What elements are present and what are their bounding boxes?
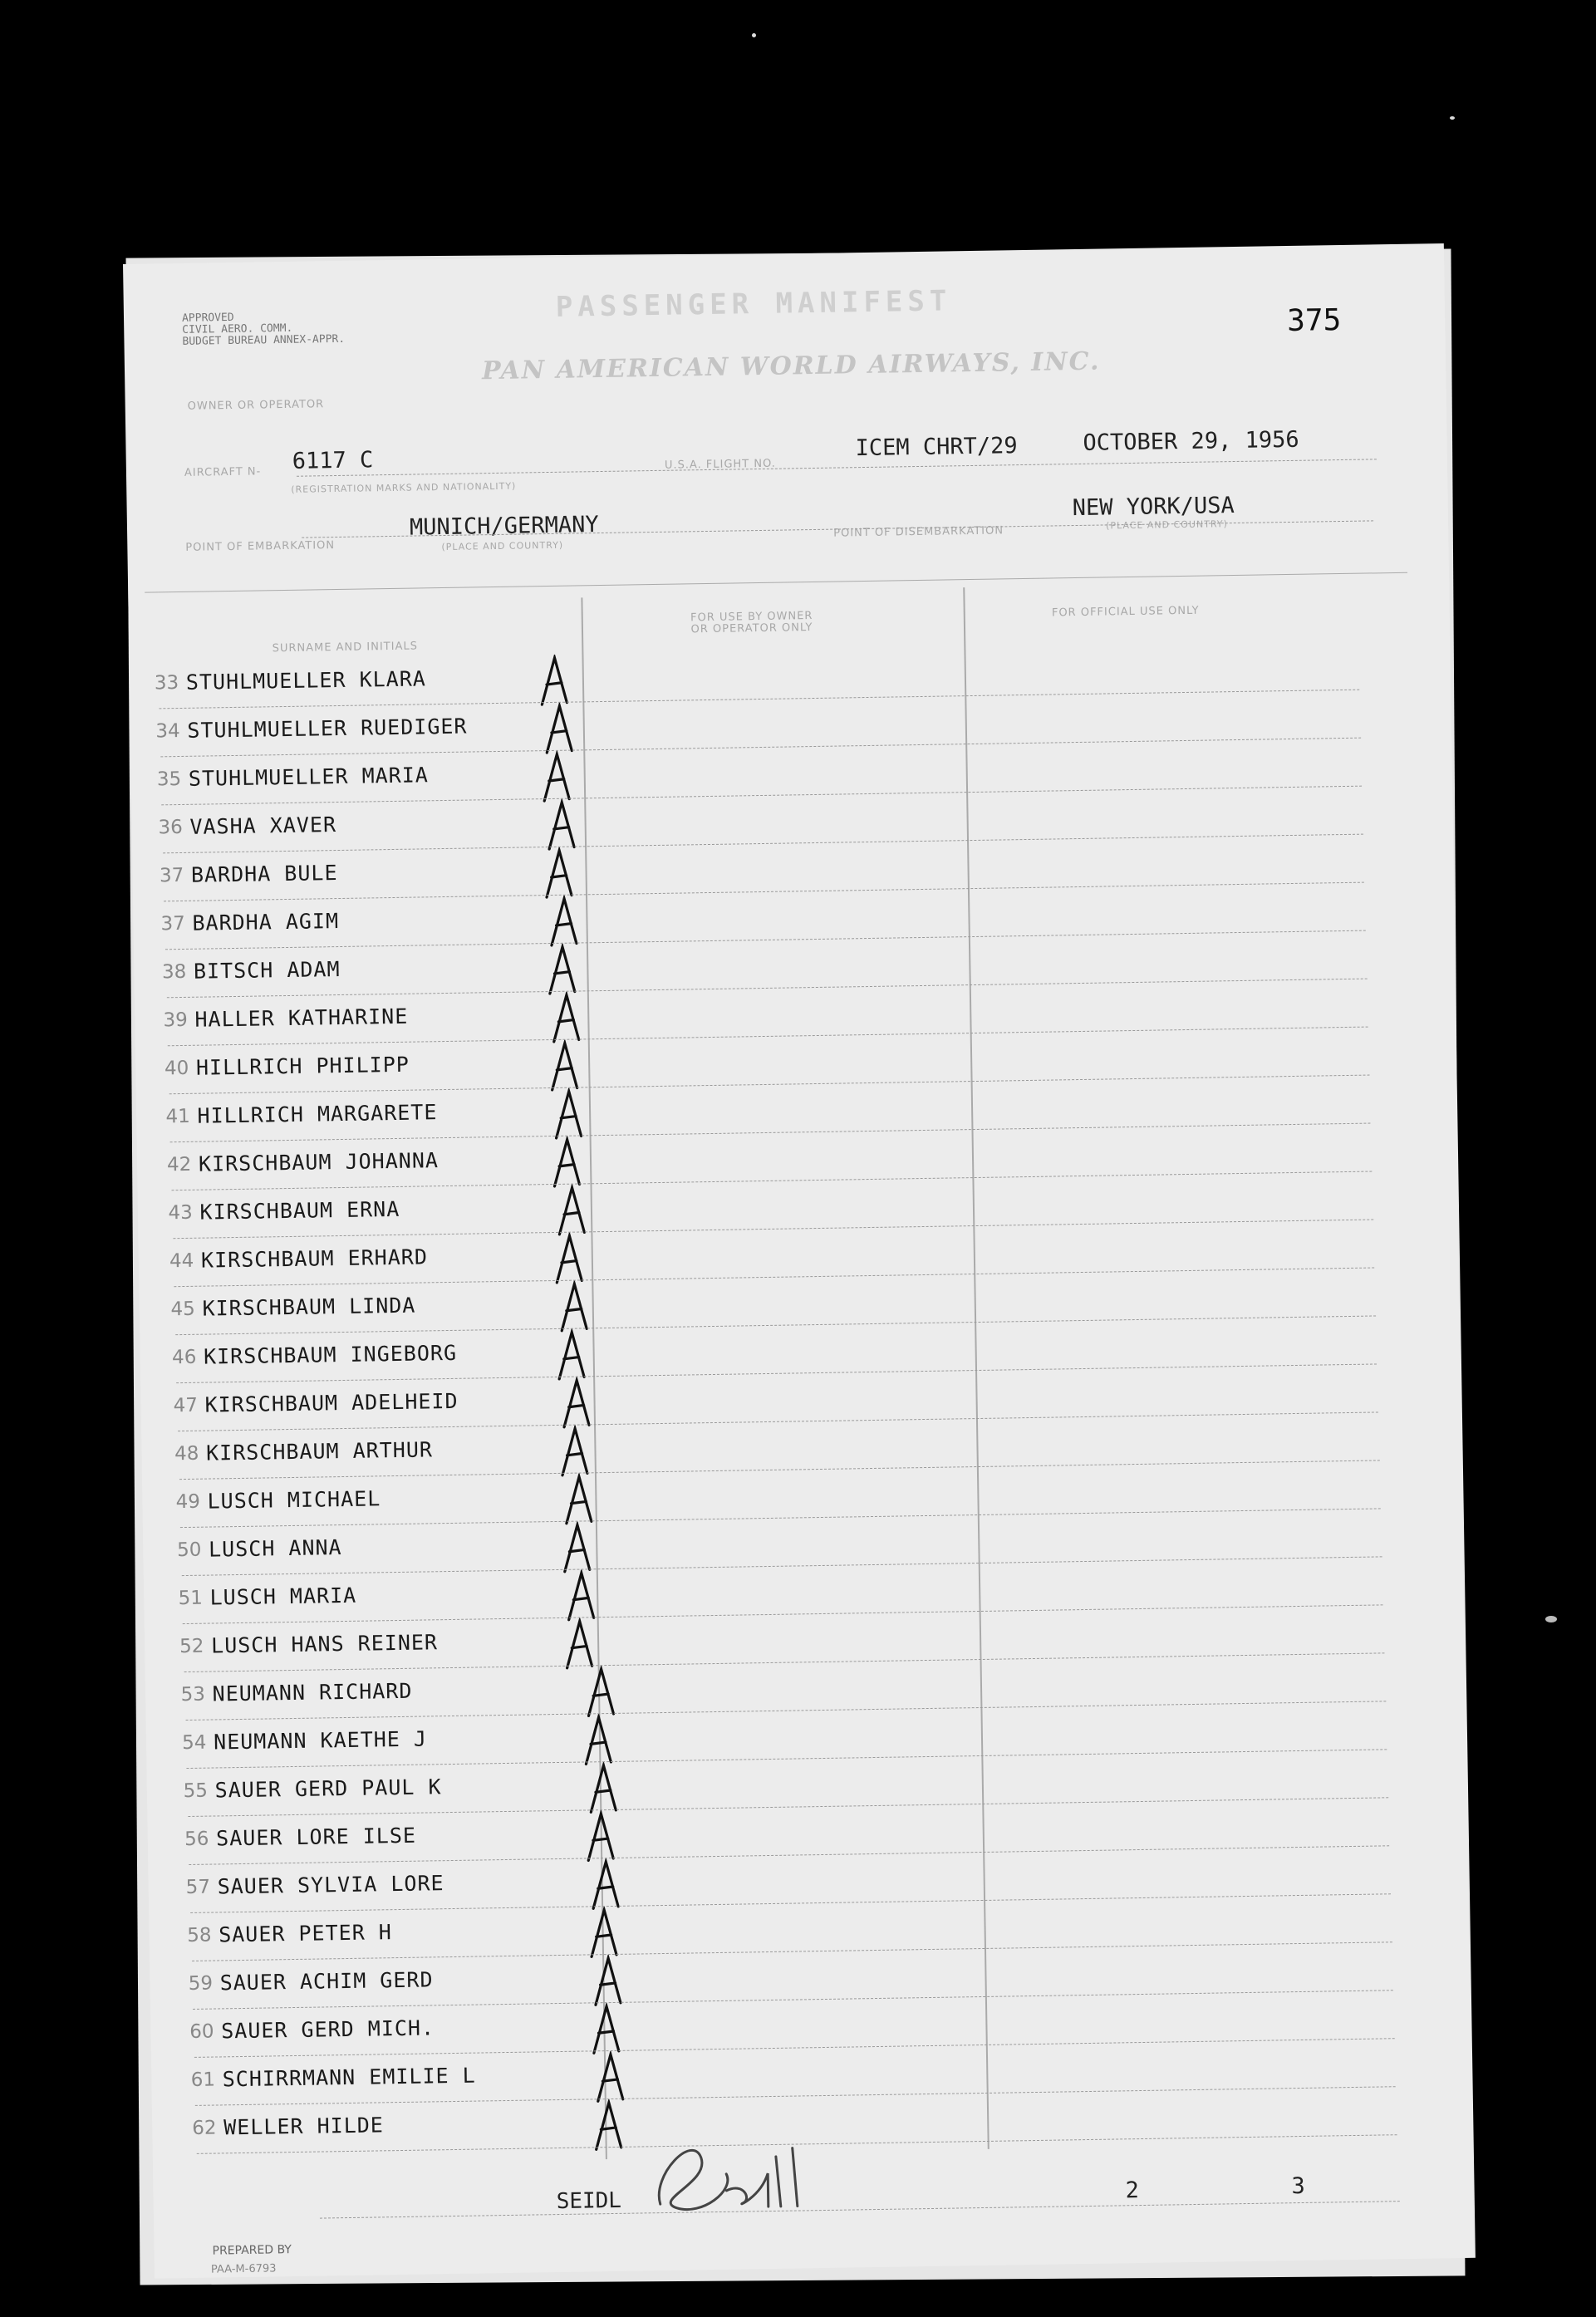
embarkation-value: MUNICH/GERMANY xyxy=(409,512,599,541)
row-number: 33 xyxy=(154,672,179,695)
handwritten-a-icon xyxy=(554,1328,593,1381)
passenger-name: BITSCH ADAM xyxy=(193,956,341,984)
col-official-header: FOR OFFICIAL USE ONLY xyxy=(1051,604,1200,620)
row-number: 36 xyxy=(158,816,183,839)
passenger-name: KIRSCHBAUM LINDA xyxy=(202,1293,416,1321)
handwritten-a-icon xyxy=(548,991,587,1043)
handwritten-mark xyxy=(546,895,585,944)
handwritten-mark xyxy=(536,655,575,704)
disembarkation-value: NEW YORK/USA xyxy=(1072,493,1235,522)
page-index: 2 xyxy=(1125,2177,1140,2204)
row-number: 53 xyxy=(180,1683,206,1706)
row-number: 46 xyxy=(171,1346,197,1369)
handwritten-a-icon xyxy=(586,1907,625,1959)
handwritten-a-icon xyxy=(585,1762,624,1814)
passenger-name: STUHLMUELLER KLARA xyxy=(185,666,427,695)
row-number: 35 xyxy=(156,768,182,791)
row-number: 62 xyxy=(192,2117,217,2139)
handwritten-mark xyxy=(551,1087,590,1136)
passenger-name: SAUER GERD MICH. xyxy=(220,2015,435,2044)
place-label-1: (PLACE AND COUNTRY) xyxy=(441,539,564,553)
handwritten-mark xyxy=(591,2099,630,2148)
film-speck xyxy=(1545,1616,1557,1622)
handwritten-a-icon xyxy=(556,1280,595,1333)
passenger-name: SAUER GERD PAUL K xyxy=(214,1775,442,1803)
row-number: 59 xyxy=(188,1972,214,1995)
handwritten-mark xyxy=(554,1328,593,1377)
passenger-name: LUSCH MICHAEL xyxy=(207,1486,381,1514)
handwritten-a-icon xyxy=(559,1521,598,1573)
passenger-name: KIRSCHBAUM JOHANNA xyxy=(198,1148,440,1176)
row-number: 50 xyxy=(176,1539,202,1562)
row-number: 57 xyxy=(185,1876,211,1899)
handwritten-mark xyxy=(583,1810,622,1859)
handwritten-mark xyxy=(549,1136,588,1185)
passenger-name: VASHA XAVER xyxy=(189,812,337,839)
passenger-name: KIRSCHBAUM ARTHUR xyxy=(205,1437,434,1465)
col-owner-header: FOR USE BY OWNER OR OPERATOR ONLY xyxy=(690,610,813,636)
handwritten-a-icon xyxy=(558,1377,597,1429)
passenger-name: NEUMANN KAETHE J xyxy=(213,1726,428,1755)
handwritten-mark xyxy=(548,991,587,1040)
handwritten-a-icon xyxy=(588,2003,627,2055)
handwritten-mark xyxy=(543,798,582,847)
handwritten-a-icon xyxy=(587,1858,626,1911)
handwritten-mark xyxy=(559,1521,598,1570)
row-number: 55 xyxy=(183,1779,209,1803)
handwritten-mark xyxy=(538,750,577,799)
passenger-name: KIRSCHBAUM ADELHEID xyxy=(204,1388,459,1417)
passenger-name: SAUER SYLVIA LORE xyxy=(217,1871,444,1899)
row-number: 51 xyxy=(178,1587,204,1610)
film-speck xyxy=(1450,116,1455,120)
row-number: 38 xyxy=(161,960,187,984)
handwritten-mark xyxy=(541,847,580,896)
flight-value: ICEM CHRT/29 xyxy=(855,433,1018,462)
passenger-name: LUSCH ANNA xyxy=(208,1535,342,1562)
handwritten-a-icon xyxy=(549,1136,588,1188)
passenger-name: HALLER KATHARINE xyxy=(194,1004,409,1032)
passenger-name: SAUER LORE ILSE xyxy=(215,1823,417,1851)
row-number: 56 xyxy=(184,1828,209,1851)
registration-label: (REGISTRATION MARKS AND NATIONALITY) xyxy=(291,480,517,495)
embarkation-label: POINT OF EMBARKATION xyxy=(185,539,336,554)
row-number: 60 xyxy=(189,2020,214,2044)
handwritten-mark xyxy=(590,1955,629,2004)
passenger-name: KIRSCHBAUM ERHARD xyxy=(200,1244,429,1273)
handwritten-a-icon xyxy=(591,2099,630,2152)
col-surname-header: SURNAME AND INITIALS xyxy=(272,640,419,655)
passenger-name: STUHLMUELLER MARIA xyxy=(188,763,430,791)
passenger-name: HILLRICH PHILIPP xyxy=(195,1052,410,1080)
handwritten-mark xyxy=(558,1377,597,1426)
handwritten-mark xyxy=(553,1184,592,1233)
handwritten-a-icon xyxy=(583,1810,622,1863)
passenger-name: BARDHA AGIM xyxy=(192,909,340,935)
page-number: 375 xyxy=(1286,302,1342,338)
header-divider xyxy=(145,572,1407,593)
row-number: 54 xyxy=(181,1731,207,1755)
handwritten-a-icon xyxy=(546,895,585,947)
handwritten-mark xyxy=(587,1858,626,1907)
row-number: 37 xyxy=(159,864,184,887)
handwritten-a-icon xyxy=(552,1232,591,1284)
handwritten-mark xyxy=(541,702,580,751)
row-number: 49 xyxy=(175,1490,201,1514)
flight-underline xyxy=(297,459,1377,476)
footer-underline xyxy=(320,2201,1400,2218)
passenger-name: KIRSCHBAUM ERNA xyxy=(199,1196,400,1225)
row-number: 40 xyxy=(164,1057,189,1080)
passenger-name: HILLRICH MARGARETE xyxy=(197,1100,438,1128)
aircraft-value: 6117 C xyxy=(292,447,374,474)
row-number: 43 xyxy=(168,1201,194,1225)
handwritten-mark xyxy=(563,1569,602,1618)
handwritten-a-icon xyxy=(551,1087,590,1140)
handwritten-mark xyxy=(592,2051,631,2100)
row-number: 61 xyxy=(190,2069,216,2091)
disembarkation-label: POINT OF DISEMBARKATION xyxy=(833,524,1004,540)
handwritten-mark xyxy=(588,2003,627,2052)
handwritten-a-icon xyxy=(541,702,580,754)
handwritten-mark xyxy=(557,1425,596,1474)
date-value: OCTOBER 29, 1956 xyxy=(1083,426,1299,456)
handwritten-mark xyxy=(552,1232,591,1281)
passenger-name: WELLER HILDE xyxy=(223,2113,385,2140)
row-number: 44 xyxy=(169,1249,194,1273)
passenger-name: KIRSCHBAUM INGEBORG xyxy=(203,1340,458,1369)
handwritten-a-icon xyxy=(562,1617,601,1670)
handwritten-mark xyxy=(585,1762,624,1811)
handwritten-mark xyxy=(547,1039,586,1088)
passenger-name: STUHLMUELLER RUEDIGER xyxy=(187,714,468,743)
handwritten-mark xyxy=(561,1473,600,1522)
row-number: 45 xyxy=(170,1298,196,1321)
passenger-name: SAUER ACHIM GERD xyxy=(219,1967,434,1995)
handwritten-mark xyxy=(562,1617,601,1667)
row-number: 48 xyxy=(174,1442,199,1465)
page-total: 3 xyxy=(1291,2172,1306,2200)
manifest-page xyxy=(123,243,1476,2279)
handwritten-mark xyxy=(544,943,583,992)
handwritten-a-icon xyxy=(581,1714,620,1766)
row-number: 42 xyxy=(166,1153,192,1176)
row-number: 37 xyxy=(160,912,185,935)
row-number: 39 xyxy=(163,1009,188,1032)
passenger-name: SCHIRRMANN EMILIE L xyxy=(222,2063,476,2092)
row-number: 47 xyxy=(173,1394,199,1417)
row-number: 41 xyxy=(165,1105,190,1128)
handwritten-a-icon xyxy=(590,1955,629,2007)
form-number: PAA-M-6793 xyxy=(210,2262,277,2276)
handwritten-a-icon xyxy=(538,750,577,803)
passenger-name: LUSCH HANS REINER xyxy=(210,1630,439,1658)
handwritten-a-icon xyxy=(582,1666,621,1718)
handwritten-a-icon xyxy=(536,655,575,707)
handwritten-a-icon xyxy=(563,1569,602,1622)
passenger-name: BARDHA BULE xyxy=(190,861,338,887)
handwritten-mark xyxy=(556,1280,595,1329)
handwritten-a-icon xyxy=(541,847,580,899)
passenger-name: LUSCH MARIA xyxy=(209,1583,357,1610)
row-number: 34 xyxy=(155,719,180,743)
flight-label: U.S.A. FLIGHT NO. xyxy=(664,457,776,472)
row-number: 52 xyxy=(179,1635,204,1658)
handwritten-a-icon xyxy=(543,798,582,851)
handwritten-mark xyxy=(581,1714,620,1763)
aircraft-label: AIRCRAFT N- xyxy=(184,465,262,479)
passenger-name: SAUER PETER H xyxy=(218,1920,393,1947)
handwritten-a-icon xyxy=(544,943,583,995)
handwritten-mark xyxy=(586,1907,625,1956)
film-speck xyxy=(752,33,756,37)
approval-stamp: APPROVED CIVIL AERO. COMM. BUDGET BUREAU ANNEX-APPR. xyxy=(181,311,346,348)
row-number: 58 xyxy=(187,1924,212,1947)
handwritten-a-icon xyxy=(547,1039,586,1092)
prepared-by-name: SEIDL xyxy=(556,2187,622,2215)
company-name: PAN AMERICAN WORLD AIRWAYS, INC. xyxy=(481,346,1101,386)
owner-label: OWNER OR OPERATOR xyxy=(187,398,325,413)
handwritten-a-icon xyxy=(561,1473,600,1525)
handwritten-mark xyxy=(582,1666,621,1715)
prepared-label: PREPARED BY xyxy=(212,2243,292,2258)
handwritten-a-icon xyxy=(592,2051,631,2103)
place-label-2: (PLACE AND COUNTRY) xyxy=(1105,518,1228,532)
form-title: PASSENGER MANIFEST xyxy=(555,284,952,324)
handwritten-a-icon xyxy=(553,1184,592,1236)
handwritten-a-icon xyxy=(557,1425,596,1477)
passenger-name: NEUMANN RICHARD xyxy=(212,1678,413,1706)
